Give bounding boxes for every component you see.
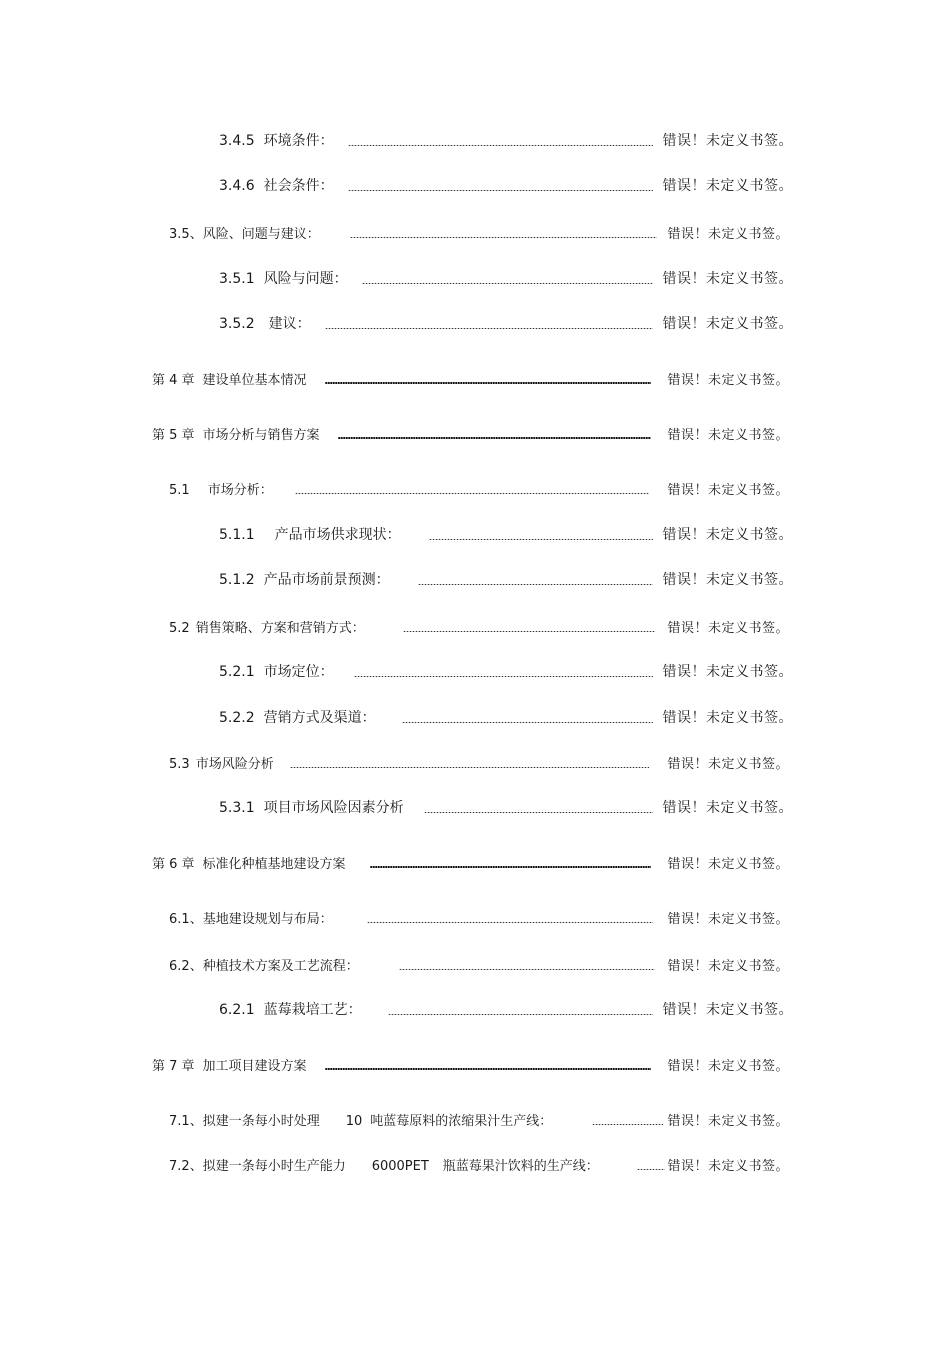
toc-page-ref: 错误！未定义书签。 — [662, 271, 793, 287]
dot-leader — [424, 812, 653, 813]
dot-leader — [367, 922, 654, 923]
toc-page-ref: 错误！未定义书签。 — [667, 911, 789, 927]
dot-leader — [348, 190, 653, 191]
dot-leader — [403, 631, 656, 632]
toc-entry[interactable] — [152, 366, 789, 390]
toc-number: 3.5.2 — [219, 316, 255, 332]
dot-leader — [370, 866, 652, 868]
toc-page-ref: 错误！未定义书签。 — [667, 1158, 789, 1174]
toc-number: 3.5.1 — [219, 271, 255, 287]
toc-page-ref: 错误！未定义书签。 — [662, 178, 793, 194]
dot-leader — [295, 493, 650, 494]
toc-number: 5.1.2 — [219, 572, 255, 588]
toc-page-ref: 错误！未定义书签。 — [667, 620, 789, 636]
toc-entry[interactable] — [152, 1052, 789, 1076]
toc-title: 市场分析： — [207, 482, 273, 498]
toc-title: 产品市场供求现状： — [274, 527, 401, 543]
toc-number: 5.2.1 — [219, 664, 255, 680]
dot-leader — [354, 676, 653, 677]
toc-number: 3.4.5 — [219, 133, 255, 149]
toc-title: 项目市场风险因素分析 — [263, 800, 404, 816]
toc-entry[interactable] — [219, 266, 793, 290]
toc-page-ref: 错误！未定义书签。 — [662, 133, 793, 149]
dot-leader — [592, 1124, 663, 1125]
toc-number: 6.2.1 — [219, 1002, 255, 1018]
toc-title-number: 10 — [345, 1113, 363, 1129]
toc-title: 建议： — [268, 316, 311, 332]
toc-number: 3.5 — [169, 226, 190, 242]
toc-page-ref: 错误！未定义书签。 — [667, 482, 789, 498]
dot-leader — [362, 283, 653, 284]
toc-title: 营销方式及渠道： — [263, 710, 376, 726]
toc-title: 销售策略、方案和营销方式： — [195, 620, 365, 636]
toc-number: 5.1.1 — [219, 527, 255, 543]
toc-number: 5.2.2 — [219, 710, 255, 726]
toc-number: 7.1 — [169, 1113, 190, 1129]
toc-entry[interactable] — [169, 476, 789, 500]
toc-page-ref: 错误！未定义书签。 — [667, 856, 789, 872]
toc-page-ref: 错误！未定义书签。 — [667, 372, 789, 388]
toc-title: 市场风险分析 — [195, 756, 274, 772]
dot-leader — [290, 767, 650, 768]
toc-number: 第 5 章 — [152, 427, 195, 443]
toc-title-rest: 吨蓝莓原料的浓缩果汁生产线： — [370, 1113, 553, 1129]
dot-leader — [429, 539, 653, 540]
toc-title: 社会条件： — [263, 178, 334, 194]
toc-title: 标准化种植基地建设方案 — [202, 856, 346, 872]
dot-leader — [402, 722, 653, 723]
toc-entry[interactable] — [169, 952, 789, 976]
toc-number: 3.4.6 — [219, 178, 255, 194]
toc-entry[interactable] — [219, 567, 793, 591]
toc-page-ref: 错误！未定义书签。 — [662, 316, 793, 332]
toc-page-ref: 错误！未定义书签。 — [667, 427, 789, 443]
toc-entry[interactable] — [169, 614, 789, 638]
toc-page-ref: 错误！未定义书签。 — [667, 756, 789, 772]
toc-page-ref: 错误！未定义书签。 — [662, 800, 793, 816]
toc-page-ref: 错误！未定义书签。 — [667, 1058, 789, 1074]
toc-entry[interactable] — [152, 421, 789, 445]
toc-title: 市场分析与销售方案 — [202, 427, 320, 443]
dot-leader — [338, 437, 652, 439]
toc-entry[interactable] — [219, 522, 793, 546]
toc-number: 5.3 — [169, 756, 190, 772]
toc-title: 、基地建设规划与布局： — [189, 911, 333, 927]
toc-entry[interactable] — [219, 311, 793, 335]
toc-title: 市场定位： — [263, 664, 334, 680]
toc-title: 、拟建一条每小时处理 — [189, 1113, 320, 1129]
toc-entry[interactable] — [219, 997, 793, 1021]
toc-entry[interactable] — [169, 905, 789, 929]
dot-leader — [325, 328, 653, 329]
toc-number: 7.2 — [169, 1158, 190, 1174]
dot-leader — [348, 145, 653, 146]
toc-page-ref: 错误！未定义书签。 — [667, 1113, 789, 1129]
toc-entry[interactable] — [219, 659, 793, 683]
toc-title: 、种植技术方案及工艺流程： — [189, 958, 359, 974]
toc-number: 第 4 章 — [152, 372, 195, 388]
dot-leader — [637, 1169, 666, 1170]
toc-number: 5.3.1 — [219, 800, 255, 816]
toc-page-ref: 错误！未定义书签。 — [667, 226, 789, 242]
toc-page-ref: 错误！未定义书签。 — [662, 710, 793, 726]
toc-title-number: 6000PET — [371, 1158, 429, 1174]
toc-page-ref: 错误！未定义书签。 — [662, 664, 793, 680]
toc-title-rest: 瓶蓝莓果汁饮料的生产线： — [442, 1158, 599, 1174]
toc-number: 6.1 — [169, 911, 190, 927]
toc-page-ref: 错误！未定义书签。 — [662, 527, 793, 543]
toc-entry[interactable] — [169, 1152, 789, 1176]
toc-title: 建设单位基本情况 — [202, 372, 307, 388]
toc-entry[interactable] — [219, 795, 793, 819]
toc-title: 、拟建一条每小时生产能力 — [189, 1158, 346, 1174]
toc-entry[interactable] — [169, 750, 789, 774]
toc-title: 环境条件： — [263, 133, 334, 149]
dot-leader — [388, 1014, 653, 1015]
dot-leader — [399, 969, 656, 970]
dot-leader — [325, 1068, 652, 1070]
dot-leader — [350, 237, 658, 238]
toc-entry[interactable] — [169, 220, 789, 244]
toc-number: 5.2 — [169, 620, 190, 636]
toc-title: 加工项目建设方案 — [202, 1058, 307, 1074]
toc-entry[interactable] — [219, 705, 793, 729]
dot-leader — [325, 382, 652, 384]
toc-page-ref: 错误！未定义书签。 — [667, 958, 789, 974]
toc-entry[interactable] — [152, 850, 789, 874]
toc-number: 第 6 章 — [152, 856, 195, 872]
toc-title: 风险与问题： — [263, 271, 348, 287]
toc-page-ref: 错误！未定义书签。 — [662, 572, 793, 588]
toc-number: 6.2 — [169, 958, 190, 974]
toc-number: 第 7 章 — [152, 1058, 195, 1074]
toc-title: 产品市场前景预测： — [263, 572, 390, 588]
toc-entry[interactable] — [219, 173, 793, 197]
dot-leader — [418, 584, 653, 585]
toc-page-ref: 错误！未定义书签。 — [662, 1002, 793, 1018]
toc-entry[interactable] — [169, 1107, 789, 1131]
toc-title: 蓝莓栽培工艺： — [263, 1002, 362, 1018]
toc-number: 5.1 — [169, 482, 190, 498]
toc-title: 、风险、问题与建议： — [189, 226, 320, 242]
toc-entry[interactable] — [219, 128, 793, 152]
